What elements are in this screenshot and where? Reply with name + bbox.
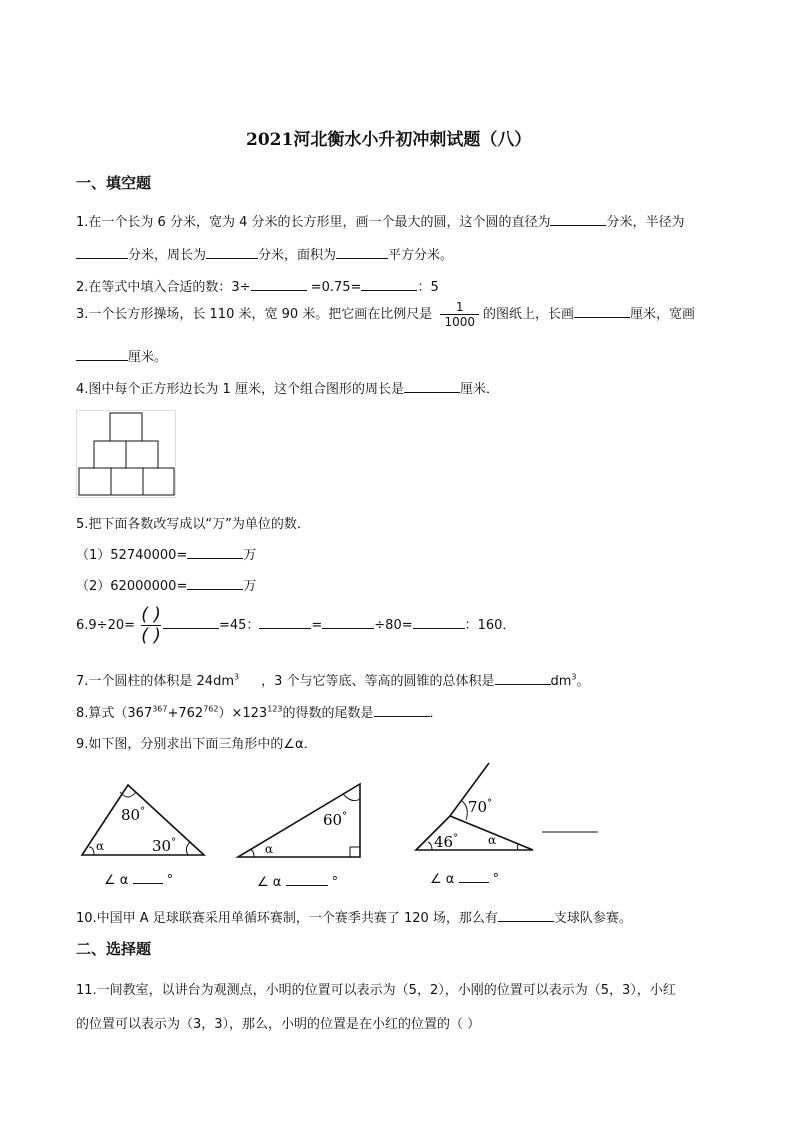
q6-text-d: ÷80= bbox=[374, 618, 413, 633]
question-3-line-2 bbox=[76, 346, 167, 365]
question-5-item-2 bbox=[76, 575, 256, 594]
q9-answer-1-label: ∠ α bbox=[104, 873, 129, 888]
triangle-1-angle-right-arc bbox=[186, 842, 190, 855]
square-bot-right bbox=[143, 468, 174, 495]
q6-text-b: =45： bbox=[218, 618, 260, 633]
page-title: 2021河北衡水小升初冲刺试题（八） bbox=[246, 130, 532, 150]
q9-blank-2[interactable] bbox=[286, 873, 328, 886]
q1-text-d: 分米，面积为 bbox=[258, 248, 337, 263]
q1-blank-area[interactable] bbox=[336, 246, 388, 259]
q7-blank-volume[interactable] bbox=[495, 672, 551, 685]
q2-text-a: 2.在等式中填入合适的数：3÷ bbox=[76, 280, 251, 295]
q1-blank-diameter[interactable] bbox=[550, 213, 606, 226]
square-mid-left bbox=[94, 441, 126, 468]
question-5: 5.把下面各数改写成以“万”为单位的数． bbox=[76, 517, 310, 532]
q1-blank-circumference[interactable] bbox=[206, 246, 258, 259]
q5-blank-2[interactable] bbox=[187, 577, 243, 590]
q3-fraction-numerator: 1 bbox=[455, 300, 464, 314]
q2-blank-1[interactable] bbox=[251, 278, 307, 291]
q8-sup-2: 762 bbox=[203, 704, 219, 714]
q1-text-e: 平方分米。 bbox=[388, 248, 454, 263]
question-9: 9.如下图，分别求出下面三角形中的∠α． bbox=[76, 737, 317, 752]
q5-unit-1: 万 bbox=[243, 548, 257, 563]
q8-sup-1: 367 bbox=[152, 704, 168, 714]
q3-text-d: 厘米。 bbox=[128, 350, 168, 365]
q8-text-e: ． bbox=[429, 706, 443, 721]
q9-blank-1[interactable] bbox=[133, 871, 163, 884]
q5-item-1-text: （1）52740000= bbox=[76, 548, 188, 563]
q7-sup-1: 3 bbox=[234, 672, 240, 682]
square-bot-mid bbox=[111, 468, 143, 495]
question-8 bbox=[76, 702, 443, 721]
q3-text-c: 厘米，宽画 bbox=[630, 307, 696, 322]
triangle-2-angle-left-arc bbox=[251, 850, 254, 857]
triangle-3-ext-angle-arc bbox=[462, 801, 467, 820]
question-2 bbox=[76, 276, 439, 295]
section-fill-in: 一、填空题 bbox=[76, 174, 152, 192]
q6-blank-2[interactable] bbox=[259, 616, 311, 629]
q8-blank-last-digit[interactable] bbox=[374, 704, 430, 717]
q4-blank-perimeter[interactable] bbox=[404, 380, 460, 393]
triangle-2-angle-top-arc bbox=[343, 794, 360, 801]
q8-text-c: ）×123 bbox=[218, 706, 268, 721]
q9-answer-3-label: ∠ α bbox=[430, 872, 455, 887]
t2-top-angle: 60° bbox=[323, 811, 348, 829]
q8-text-b: +762 bbox=[167, 706, 204, 721]
t3-alpha: α bbox=[488, 833, 497, 847]
q4-squares-figure bbox=[76, 410, 176, 498]
t3-ext-angle: 70° bbox=[468, 798, 493, 816]
question-11-line-2: 的位置可以表示为（3，3），那么，小明的位置是在小红的位置的（ ） bbox=[76, 1017, 481, 1032]
q10-blank-teams[interactable] bbox=[498, 909, 554, 922]
q9-answer-2-deg: ° bbox=[331, 875, 339, 890]
q10-text-a: 10.中国甲 A 足球联赛采用单循环赛制，一个赛季共赛了 120 场，那么有 bbox=[76, 911, 498, 926]
square-mid-right bbox=[126, 441, 158, 468]
square-top bbox=[110, 413, 142, 441]
q6-blank-1[interactable] bbox=[163, 616, 219, 629]
q6-blank-4[interactable] bbox=[413, 616, 465, 629]
question-3-line-1 bbox=[76, 300, 695, 329]
question-5-item-1 bbox=[76, 544, 256, 563]
q3-fraction-denominator: 1000 bbox=[440, 314, 479, 329]
q2-text-b: =0.75= bbox=[306, 280, 362, 295]
q9-answer-2-label: ∠ α bbox=[257, 875, 282, 890]
q6-text-e: ：160． bbox=[464, 618, 516, 633]
q9-blank-3[interactable] bbox=[459, 870, 489, 883]
triangle-2-right-angle bbox=[350, 847, 360, 857]
q7-sup-2: 3 bbox=[571, 672, 577, 682]
q4-text-b: 厘米． bbox=[459, 382, 499, 397]
q5-blank-1[interactable] bbox=[187, 546, 243, 559]
question-4 bbox=[76, 378, 499, 397]
q7-text-a: 7.一个圆柱的体积是 24dm bbox=[76, 674, 234, 689]
q2-blank-2[interactable] bbox=[361, 278, 417, 291]
q5-unit-2: 万 bbox=[243, 579, 257, 594]
q8-text-a: 8.算式（367 bbox=[76, 706, 153, 721]
question-10 bbox=[76, 907, 632, 926]
q8-sup-3: 123 bbox=[267, 704, 283, 714]
question-1-line-1 bbox=[76, 211, 685, 230]
triangle-3-left-angle-arc bbox=[428, 842, 432, 850]
q3-text-a: 3.一个长方形操场，长 110 米，宽 90 米。把它画在比例尺是 bbox=[76, 307, 433, 322]
question-6 bbox=[76, 605, 515, 646]
question-11-line-1: 11.一间教室，以讲台为观测点，小明的位置可以表示为（5，2），小刚的位置可以表示为（5，3），小红 bbox=[76, 983, 676, 998]
t1-right-angle: 30° bbox=[152, 837, 177, 855]
q9-answer-3 bbox=[430, 870, 499, 887]
q6-text-a: 6.9÷20= bbox=[76, 618, 136, 633]
triangle-1-angle-left-arc bbox=[89, 847, 94, 855]
question-7 bbox=[76, 670, 590, 689]
t3-left-angle: 46° bbox=[434, 833, 459, 851]
q3-blank-width[interactable] bbox=[76, 348, 128, 361]
q1-text-c: 分米，周长为 bbox=[128, 248, 207, 263]
question-1-line-2 bbox=[76, 244, 453, 263]
q3-blank-length[interactable] bbox=[574, 305, 630, 318]
square-bot-left bbox=[79, 468, 111, 495]
q6-paren-bottom: ( ) bbox=[141, 625, 161, 646]
q3-scale-fraction bbox=[440, 300, 479, 329]
t2-left-alpha: α bbox=[265, 842, 274, 856]
q9-answer-1 bbox=[104, 871, 173, 888]
q3-text-b: 的图纸上，长画 bbox=[482, 307, 574, 322]
q9-answer-1-deg: ° bbox=[166, 873, 174, 888]
q1-text-a: 1.在一个长为 6 分米，宽为 4 分米的长方形里，画一个最大的圆，这个圆的直径为 bbox=[76, 215, 551, 230]
q9-answer-3-deg: ° bbox=[492, 872, 500, 887]
q5-item-2-text: （2）62000000= bbox=[76, 579, 188, 594]
t1-top-angle: 80° bbox=[121, 806, 146, 824]
section-multiple-choice: 二、选择题 bbox=[76, 940, 152, 958]
q6-blank-3[interactable] bbox=[322, 616, 374, 629]
q7-text-b: ，3 个与它等底、等高的圆锥的总体积是 bbox=[261, 674, 495, 689]
q1-blank-radius[interactable] bbox=[76, 246, 128, 259]
q10-text-b: 支球队参赛。 bbox=[553, 911, 632, 926]
q7-text-d: 。 bbox=[576, 674, 590, 689]
q8-text-d: 的得数的尾数是 bbox=[282, 706, 374, 721]
q6-paren-fraction bbox=[141, 605, 161, 646]
q6-text-c: = bbox=[311, 618, 323, 633]
q2-text-c: ：5 bbox=[417, 280, 439, 295]
q1-text-b: 分米，半径为 bbox=[606, 215, 685, 230]
t1-left-alpha: α bbox=[96, 839, 105, 853]
q4-text-a: 4.图中每个正方形边长为 1 厘米，这个组合图形的周长是 bbox=[76, 382, 404, 397]
q6-paren-top: ( ) bbox=[141, 604, 161, 625]
q9-answer-2 bbox=[257, 873, 338, 890]
q7-text-c: dm bbox=[550, 674, 572, 689]
